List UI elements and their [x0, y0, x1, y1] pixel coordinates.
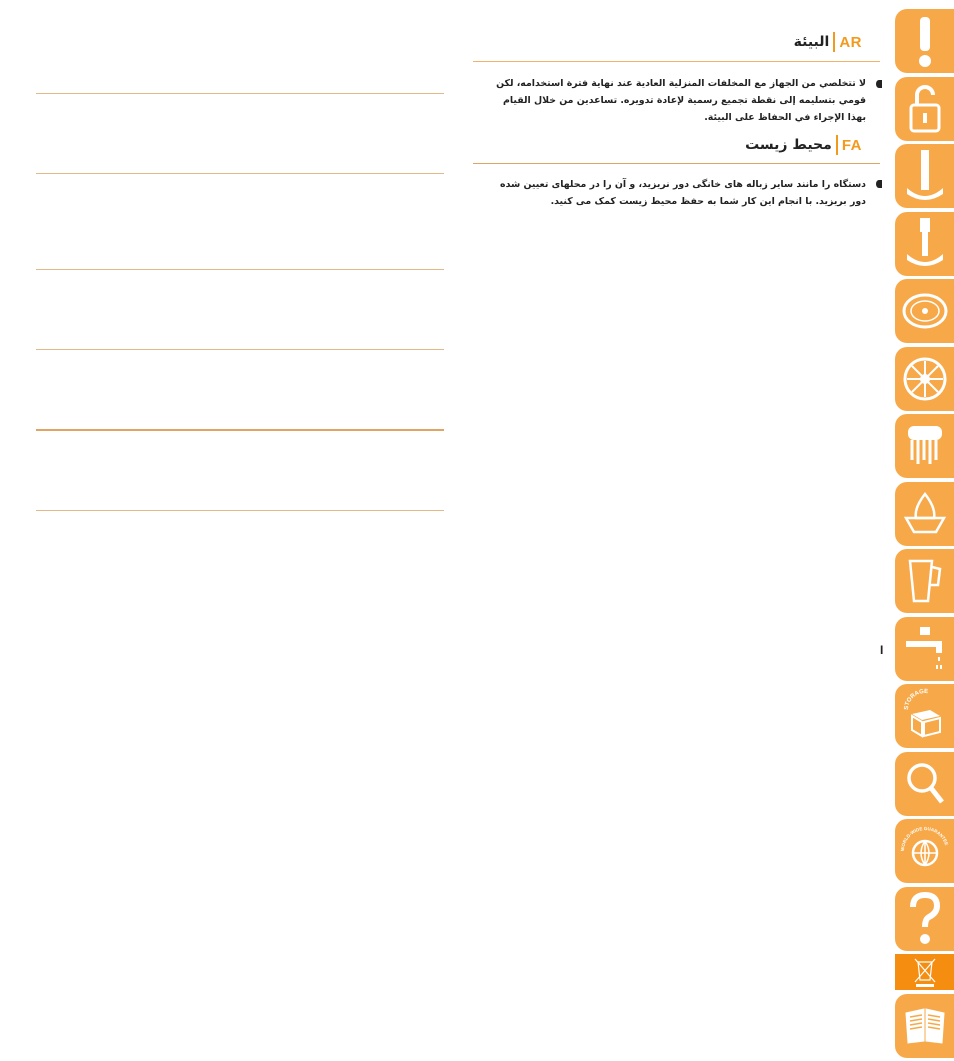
- tab-slicing-disc[interactable]: [895, 347, 954, 411]
- crossed-bin-icon: [913, 956, 937, 988]
- tab-guarantee[interactable]: [895, 819, 954, 883]
- faucet-cleaning-icon: [902, 623, 948, 675]
- citrus-press-icon: [902, 488, 948, 540]
- padlock-open-icon: [905, 81, 945, 137]
- question-mark-icon: [905, 891, 945, 947]
- divider-line: [36, 429, 444, 431]
- page-number: I: [880, 643, 884, 657]
- section-title: محیط زیست: [745, 137, 832, 153]
- section-header-ar: [794, 32, 862, 52]
- divider-line: [36, 93, 444, 94]
- svg-text:STORAGE: [903, 689, 927, 710]
- tab-blender-jar[interactable]: [895, 549, 954, 613]
- magnifier-icon: [902, 758, 948, 810]
- tab-warnings[interactable]: [895, 9, 954, 73]
- exclamation-icon: [905, 13, 945, 69]
- worldwide-guarantee-icon: [898, 822, 952, 880]
- divider-line: [36, 349, 444, 350]
- blender-jar-icon: [902, 555, 948, 607]
- icon-sidebar: [895, 9, 954, 1061]
- blender-blade-icon: [905, 148, 945, 204]
- tab-dough[interactable]: [895, 414, 954, 478]
- tab-citrus-press[interactable]: [895, 482, 954, 546]
- tab-unlock[interactable]: [895, 77, 954, 141]
- section-separator: [836, 135, 838, 155]
- tab-storage[interactable]: [895, 684, 954, 748]
- divider-line: [36, 269, 444, 270]
- section-title: البيئة: [793, 34, 830, 50]
- tab-recipes[interactable]: [895, 994, 954, 1058]
- storage-label: STORAGE: [903, 688, 928, 711]
- storage-box-icon: [900, 688, 950, 744]
- divider-line: [36, 510, 444, 511]
- language-code: FA: [841, 136, 862, 154]
- section-body: دستگاه را مانند سایر زباله های خانگی دور نریزید، و آن را در محلهای تعیین شده دور بریزید. با انجام این کار شما به حفظ محیط زیست کمک می کنید.: [500, 179, 866, 207]
- dough-kneading-icon: [902, 420, 948, 472]
- tab-search[interactable]: [895, 752, 954, 816]
- guarantee-label: WORLD-WIDE GUARANTEE: [899, 825, 949, 852]
- language-code: AR: [839, 33, 862, 51]
- section-body: لا تتخلصي من الجهاز مع المخلفات المنزلية العادية عند نهاية فترة استخدامه، لكن قومي بتسليمه إلى نقطة تجميع رسمية لإعادة تدويره. تساعدين من خلال القيام بهذا الإجراء في الحفاظ على البيئة.: [496, 78, 866, 123]
- grating-disc-icon: [902, 288, 948, 334]
- tab-blender-blade[interactable]: [895, 144, 954, 208]
- slicing-disc-icon: [902, 356, 948, 402]
- section-rule: [473, 61, 880, 62]
- bullet-marker: [876, 80, 882, 88]
- divider-line: [36, 173, 444, 174]
- section-header-fa: [745, 135, 862, 155]
- tab-help[interactable]: [895, 887, 954, 951]
- section-rule: [473, 163, 880, 164]
- section-separator: [833, 32, 835, 52]
- recipe-book-icon: [902, 1003, 948, 1049]
- bullet-marker: [876, 180, 882, 188]
- tab-cleaning[interactable]: [895, 617, 954, 681]
- chopper-blade-icon: [905, 216, 945, 272]
- tab-grating-disc[interactable]: [895, 279, 954, 343]
- tab-chopper-blade[interactable]: [895, 212, 954, 276]
- tab-environment[interactable]: [895, 954, 954, 990]
